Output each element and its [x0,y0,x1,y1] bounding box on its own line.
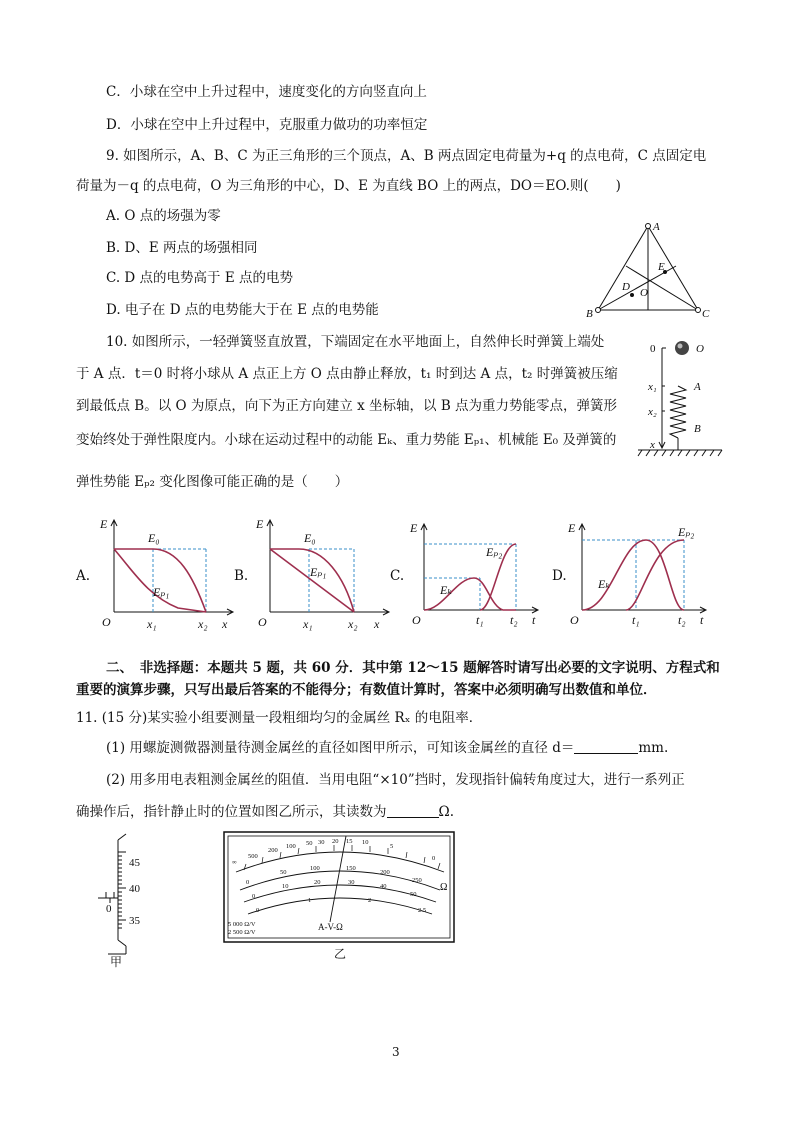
q11-part1-text: (1) 用螺旋测微器测量待测金属丝的直径如图甲所示，可知该金属丝的直径 d＝ [106,740,575,756]
graph-d [566,516,716,631]
meter-ohm-tick-5: 50 [306,840,313,847]
q11-part1-unit: mm. [638,740,669,756]
micrometer-tick-45: 45 [129,857,140,869]
meter-i-tick-1: 0 [252,893,256,900]
q11-part1 [106,738,668,758]
q10-fig-x1: x₁ [648,381,657,393]
q11-part2-line1: (2) 用多用电表粗测金属丝的阻值．当用电阻“×10”挡时，发现指针偏转角度过大，进行一系列正 [106,772,685,788]
meter-ohm-tick-4: 100 [286,843,296,850]
graph-c-t2: t₂ [510,613,518,627]
q11-stem: 11. (15 分)某实验小组要测量一段粗细均匀的金属丝 Rₓ 的电阻率． [76,710,483,726]
micrometer-tick-35: 35 [129,915,140,927]
q9-stem-line2: 荷量为－q 的点电荷，O 为三角形的中心，D、E 为直线 BO 上的两点，DO＝EO.则( ) [76,178,621,194]
graph-b-label: B. [234,568,249,584]
q10-fig-x2: x₂ [648,406,657,418]
graph-a-label: A. [76,568,91,584]
meter-v-tick-6: 250 [412,877,422,884]
graph-c-label: C. [390,568,405,584]
meter-v-tick-2: 50 [280,869,287,876]
q10-line5: 弹性势能 Eₚ₂ 变化图像可能正确的是（ ） [76,474,349,490]
section2-line1: 二、 非选择题：本题共 5 题，共 60 分．其中第 12～15 题解答时请写出必要的文字说明、方程式和 [106,660,720,676]
meter-i-tick-5: 40 [380,883,387,890]
graph-b-x: x [374,617,380,631]
graph-d-t1: t₁ [632,613,640,627]
q9-stem-line1: 9. 如图所示，A、B、C 为正三角形的三个顶点，A、B 两点固定电荷量为+q 的点电荷，C 点固定电 [106,148,707,164]
graph-d-label: D. [552,568,567,584]
q10-spring-figure [634,338,724,458]
page-number: 3 [392,1045,400,1059]
graph-c-e: E [410,521,418,535]
q10-fig-x: x [650,439,655,451]
q10-fig-a: A [694,381,701,393]
meter-omega-label: Ω [440,882,448,893]
graph-a-x2: x₂ [198,617,208,631]
graph-a-e0: E₀ [148,531,160,545]
graph-d-e: E [568,521,576,535]
q8-option-d: D．小球在空中上升过程中，克服重力做功的功率恒定 [106,117,428,133]
graph-d-o: O [570,613,579,627]
graph-d-t: t [700,613,704,627]
meter-note-2: 2 500 Ω/V [228,929,256,936]
multimeter-figure [222,830,462,960]
meter-ac-tick-4: 2.5 [418,907,427,914]
meter-v-tick-1: 0 [246,879,250,886]
meter-ohm-tick-11: 0 [432,855,436,862]
graph-a-x1: x₁ [147,617,157,631]
graph-b-o: O [258,615,267,629]
q11-part2-blank[interactable] [387,803,439,818]
meter-ohm-tick-2: 500 [248,853,258,860]
micrometer-tick-40: 40 [129,883,140,895]
multimeter-caption: 乙 [334,947,347,961]
meter-v-tick-4: 150 [346,865,356,872]
graph-a-ep1: Eₚ₁ [153,585,170,599]
q9-label-o: O [640,287,648,299]
q8-option-c: C．小球在空中上升过程中，速度变化的方向竖直向上 [106,84,427,100]
q9-option-b: B. D、E 两点的场强相同 [106,240,258,256]
q9-option-c: C. D 点的电势高于 E 点的电势 [106,270,293,286]
meter-ohm-tick-3: 200 [268,847,278,854]
micrometer-caption: 甲 [110,955,123,969]
meter-ac-tick-3: 2 [368,897,372,904]
q11-part2-text: 确操作后，指针静止时的位置如图乙所示，其读数为 [76,804,387,820]
q10-line4: 变始终处于弹性限度内。小球在运动过程中的动能 Eₖ、重力势能 Eₚ₁、机械能 E₀ 及弹簧的 [76,432,617,448]
meter-ohm-tick-7: 20 [332,838,339,845]
meter-i-tick-2: 10 [282,883,289,890]
graph-b-ep1: Eₚ₁ [310,565,327,579]
q10-line3: 到最低点 B。以 O 为原点，向下为正方向建立 x 坐标轴，以 B 点为重力势能零点，弹簧形 [76,398,618,414]
graph-b-x1: x₁ [303,617,313,631]
meter-ohm-tick-6: 30 [318,839,325,846]
meter-ohm-tick-8: 15 [346,838,353,845]
micrometer-figure [96,832,166,969]
graph-d-t2: t₂ [678,613,686,627]
graph-c [408,516,548,631]
graph-a-o: O [102,615,111,629]
meter-v-tick-3: 100 [310,865,320,872]
graph-c-ep2: Eₚ₂ [486,545,503,559]
q9-label-d: D [622,281,630,293]
q9-label-a: A [653,221,660,233]
q11-part1-blank[interactable] [574,739,638,754]
meter-ac-tick-2: 1 [308,897,312,904]
graph-c-t1: t₁ [476,613,484,627]
q10-line1: 10. 如图所示，一轻弹簧竖直放置，下端固定在水平地面上，自然伸长时弹簧上端处 [106,334,605,350]
q9-triangle-figure [586,221,720,322]
q10-fig-b: B [694,423,701,435]
meter-v-tick-5: 200 [380,869,390,876]
graph-a [98,516,248,631]
graph-b-e0: E₀ [304,531,316,545]
meter-i-tick-6: 50 [410,891,417,898]
meter-note-1: 5 000 Ω/V [228,921,256,928]
graph-b-e: E [256,517,264,531]
graph-d-ep2: Eₚ₂ [678,525,695,539]
q9-option-a: A. O 点的场强为零 [106,208,221,224]
graph-a-x: x [222,617,228,631]
graph-b [254,516,404,631]
q10-fig-zero: 0 [650,343,656,355]
q11-part2-unit: Ω. [438,804,454,820]
graph-d-ek: Eₖ [598,577,610,591]
graph-b-x2: x₂ [348,617,358,631]
meter-ohm-tick-1: ∞ [232,859,237,866]
meter-ohm-tick-10: 5 [390,843,394,850]
q10-line2: 于 A 点．t＝0 时将小球从 A 点正上方 O 点由静止释放，t₁ 时到达 A 点，t₂ 时弹簧被压缩 [76,366,618,382]
micrometer-zero: 0 [106,903,112,915]
graph-c-ek: Eₖ [440,583,452,597]
q9-label-e: E [658,261,665,273]
meter-ohm-tick-9: 10 [362,839,369,846]
q10-fig-o: O [696,343,704,355]
meter-ac-tick-1: 0 [256,907,260,914]
graph-c-t: t [532,613,536,627]
graph-a-e: E [100,517,108,531]
q9-label-b: B [586,308,593,320]
q11-part2-line2 [76,802,454,822]
meter-i-tick-3: 20 [314,879,321,886]
graph-c-o: O [412,613,421,627]
q9-option-d: D. 电子在 D 点的电势能大于在 E 点的电势能 [106,302,379,318]
q9-label-c: C [702,308,710,320]
section2-line2: 重要的演算步骤，只写出最后答案的不能得分；有数值计算时，答案中必须明确写出数值和单位． [76,682,657,698]
meter-i-tick-4: 30 [348,879,355,886]
meter-center-label: A-V-Ω [318,922,343,932]
